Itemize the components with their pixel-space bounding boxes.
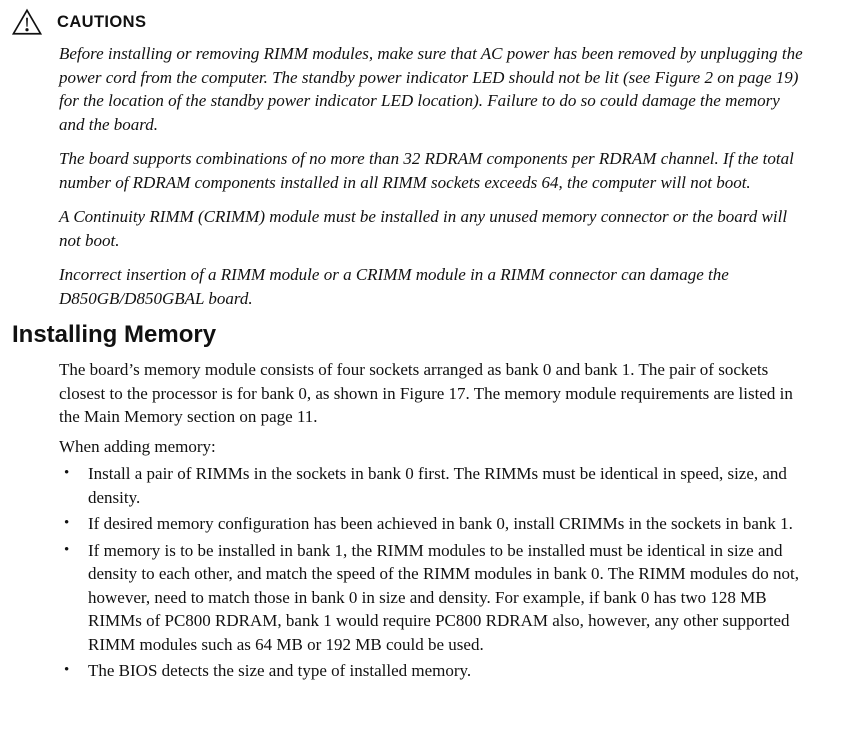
- memory-instructions-list: [59, 462, 807, 683]
- cautions-header: [12, 6, 807, 38]
- warning-icon: [12, 7, 42, 37]
- lead-in-text: When adding memory:: [59, 436, 216, 456]
- bullet-icon: •: [64, 465, 70, 481]
- caution-paragraph-1: Before installing or removing RIMM modules, make sure that AC power has been removed by unplugging the power cord from the computer. The standby power indicator LED should not be lit (see Figure 2 on page 19) for the location of the standby power indicator LED location). Failure to do so could damage the memory and the board.: [59, 44, 803, 134]
- list-item: [59, 659, 807, 683]
- section-heading-installing-memory: Installing Memory: [12, 321, 217, 348]
- caution-paragraph-4: Incorrect insertion of a RIMM module or a CRIMM module in a RIMM connector can damage the D850GB/D850GBAL board.: [59, 265, 729, 308]
- list-item-text: Install a pair of RIMMs in the sockets in bank 0 first. The RIMMs must be identical in speed, size, and density.: [88, 464, 787, 507]
- cautions-body: [59, 42, 807, 310]
- list-item: [59, 512, 807, 536]
- cautions-heading: CAUTIONS: [57, 12, 147, 31]
- intro-paragraph: The board’s memory module consists of four sockets arranged as bank 0 and bank 1. The pair of sockets closest to the processor is for bank 0, as shown in Figure 17. The memory module requirements are listed in the Main Memory section on page 11.: [59, 360, 793, 426]
- list-item: [59, 539, 807, 657]
- bullet-icon: •: [64, 515, 70, 531]
- list-item-text: If desired memory configuration has been achieved in bank 0, install CRIMMs in the sockets in bank 1.: [88, 514, 793, 533]
- list-item: [59, 462, 807, 509]
- list-item-text: If memory is to be installed in bank 1, the RIMM modules to be installed must be identical in size and density to each other, and match the speed of the RIMM modules in bank 0. The RIMM modules do not, however, need to match those in bank 0 in size and density. For example, if bank 0 has two 128 MB RIMMs of PC800 RDRAM, bank 1 would require PC800 RDRAM also, however, any other supported RIMM modules such as 64 MB or 192 MB could be used.: [88, 540, 799, 654]
- bullet-icon: •: [64, 541, 70, 558]
- section-body: [59, 358, 807, 683]
- list-item-text: The BIOS detects the size and type of installed memory.: [88, 661, 472, 680]
- caution-paragraph-2: The board supports combinations of no more than 32 RDRAM components per RDRAM channel. If the total number of RDRAM components installed in all RIMM sockets exceeds 64, the computer will not boot.: [59, 149, 794, 192]
- bullet-icon: •: [64, 662, 70, 678]
- caution-paragraph-3: A Continuity RIMM (CRIMM) module must be installed in any unused memory connector or the board will not boot.: [59, 207, 788, 250]
